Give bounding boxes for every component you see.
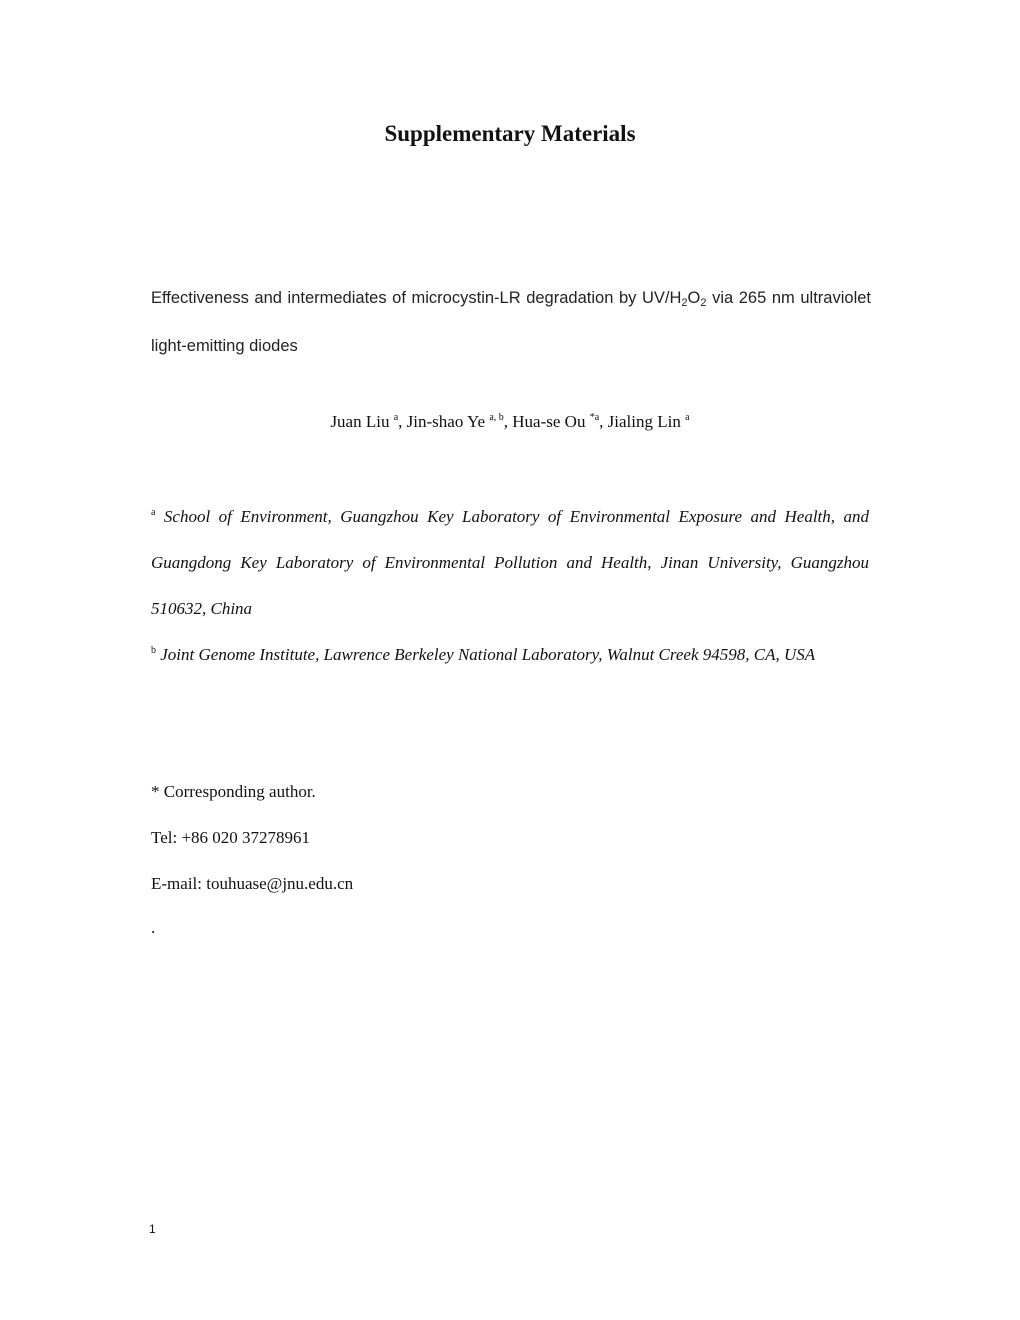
paper-title-text: Effectiveness and intermediates of microcystin-LR degradation by UV/H <box>151 289 682 307</box>
subscript-h2: 2 <box>681 297 688 309</box>
paper-title <box>151 274 871 370</box>
author-separator: , <box>599 412 608 431</box>
author-list <box>0 412 1020 432</box>
corresponding-author-label: * Corresponding author. <box>151 782 316 801</box>
author-affiliation-mark: a, b <box>489 412 504 423</box>
affiliation-b <box>151 632 869 678</box>
trailing-period: . <box>151 918 156 937</box>
author-name: Hua-se Ou <box>512 412 586 431</box>
email-address: E-mail: touhuase@jnu.edu.cn <box>151 874 354 893</box>
subscript-o2: 2 <box>700 297 707 309</box>
page-number: 1 <box>149 1222 156 1236</box>
author-name: Jialing Lin <box>607 412 681 431</box>
affiliation-a <box>151 494 869 632</box>
author-name: Jin-shao Ye <box>406 412 486 431</box>
page-title: Supplementary Materials <box>384 121 636 146</box>
author-name: Juan Liu <box>330 412 390 431</box>
affiliation-text: School of Environment, Guangzhou Key Laboratory of Environmental Exposure and Health, and Guangdong Key Laboratory of Environmental Pollution and Health, Jinan University, Guangzhou 510632, China <box>151 507 869 618</box>
affiliation-mark: a <box>151 507 156 518</box>
affiliation-text: Joint Genome Institute, Lawrence Berkeley National Laboratory, Walnut Creek 94598, CA, USA <box>160 645 816 664</box>
author-affiliation-mark: a <box>685 412 690 423</box>
telephone: Tel: +86 020 37278961 <box>151 828 311 847</box>
author-affiliation-mark: a <box>393 412 399 423</box>
author-affiliation-mark: *a <box>589 412 600 423</box>
affiliation-mark: b <box>151 645 156 656</box>
paper-title-text-end: via 265 nm ultraviolet light-emitting diodes <box>151 289 871 355</box>
paper-title-text-o: O <box>687 289 701 307</box>
author-separator: , <box>503 412 513 431</box>
author-separator: , <box>398 412 407 431</box>
